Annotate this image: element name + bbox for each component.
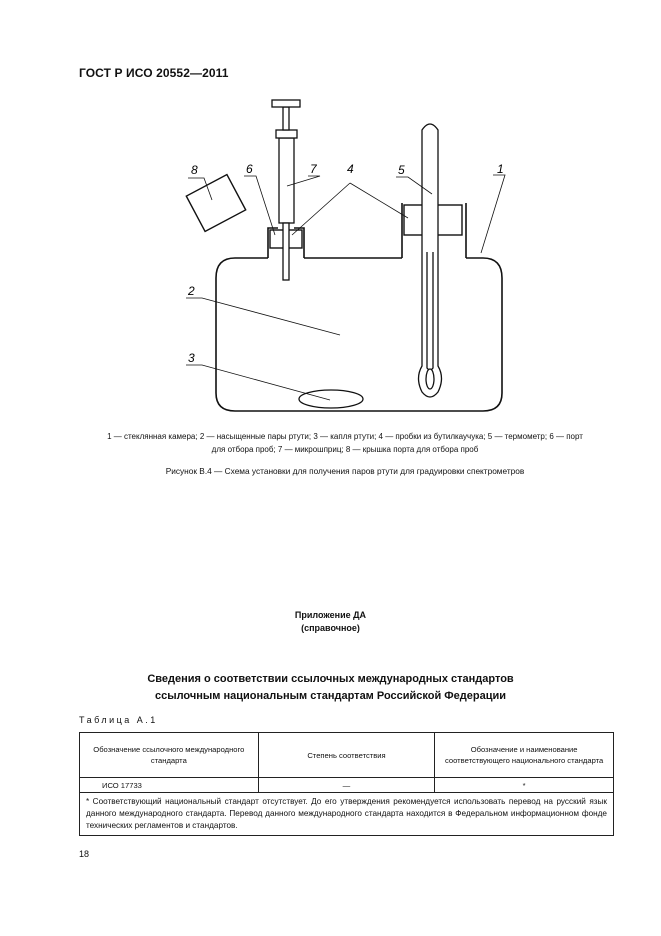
glass-chamber <box>216 258 502 411</box>
table-header-row <box>80 733 614 778</box>
microsyringe-needle <box>283 223 289 280</box>
callout-3: 3 <box>188 351 195 365</box>
table-footnote: * Соответствующий национальный стандарт отсутствует. До его утверждения рекомендуется использовать перевод на русский язык данного международного стандарта. Перевод данного международного стандарта находится в Федеральном информационном фонде технических регламентов и стандартов. <box>80 793 614 836</box>
correspondence-table <box>79 732 614 836</box>
figure-caption: Рисунок В.4 — Схема установки для получения паров ртути для градуировки спектрометров <box>165 466 525 476</box>
cell-standard: ИСО 17733 <box>80 778 259 793</box>
microsyringe-body <box>279 138 294 223</box>
cell-national: * <box>435 778 614 793</box>
callout-2: 2 <box>188 284 195 298</box>
appendix-title: Приложение ДА <box>294 610 367 620</box>
mercury-drop <box>299 390 363 408</box>
table-footnote-row <box>80 793 614 836</box>
callout-7: 7 <box>310 162 317 176</box>
table-label: Таблица А.1 <box>79 715 158 725</box>
legend-line-2: для отбора проб; 7 — микрошприц; 8 — крышка порта для отбора проб <box>211 445 479 454</box>
header-national-standard: Обозначение и наименование соответствующего национального стандарта <box>435 733 614 778</box>
document-header: ГОСТ Р ИСО 20552—2011 <box>79 66 229 80</box>
section-title-line-2: ссылочным национальным стандартам Российской Федерации <box>154 690 507 702</box>
appendix-subtitle: (справочное) <box>301 623 360 633</box>
table-row <box>80 778 614 793</box>
callout-1: 1 <box>497 162 504 176</box>
header-degree-of-conformity: Степень соответствия <box>258 733 435 778</box>
callout-8: 8 <box>191 163 198 177</box>
page-number: 18 <box>79 849 90 859</box>
legend-line-1: 1 — стеклянная камера; 2 — насыщенные пары ртути; 3 — капля ртути; 4 — пробки из бутилкаучука; 5 — термометр; 6 — порт <box>107 432 583 441</box>
callout-4: 4 <box>347 162 354 176</box>
port-cap <box>186 175 245 232</box>
callout-6: 6 <box>246 162 253 176</box>
cell-degree: — <box>258 778 435 793</box>
figure-legend <box>80 430 610 456</box>
section-title-line-1: Сведения о соответствии ссылочных международных стандартов <box>147 673 514 685</box>
header-international-standard: Обозначение ссылочного международного стандарта <box>80 733 259 778</box>
callout-5: 5 <box>398 163 405 177</box>
